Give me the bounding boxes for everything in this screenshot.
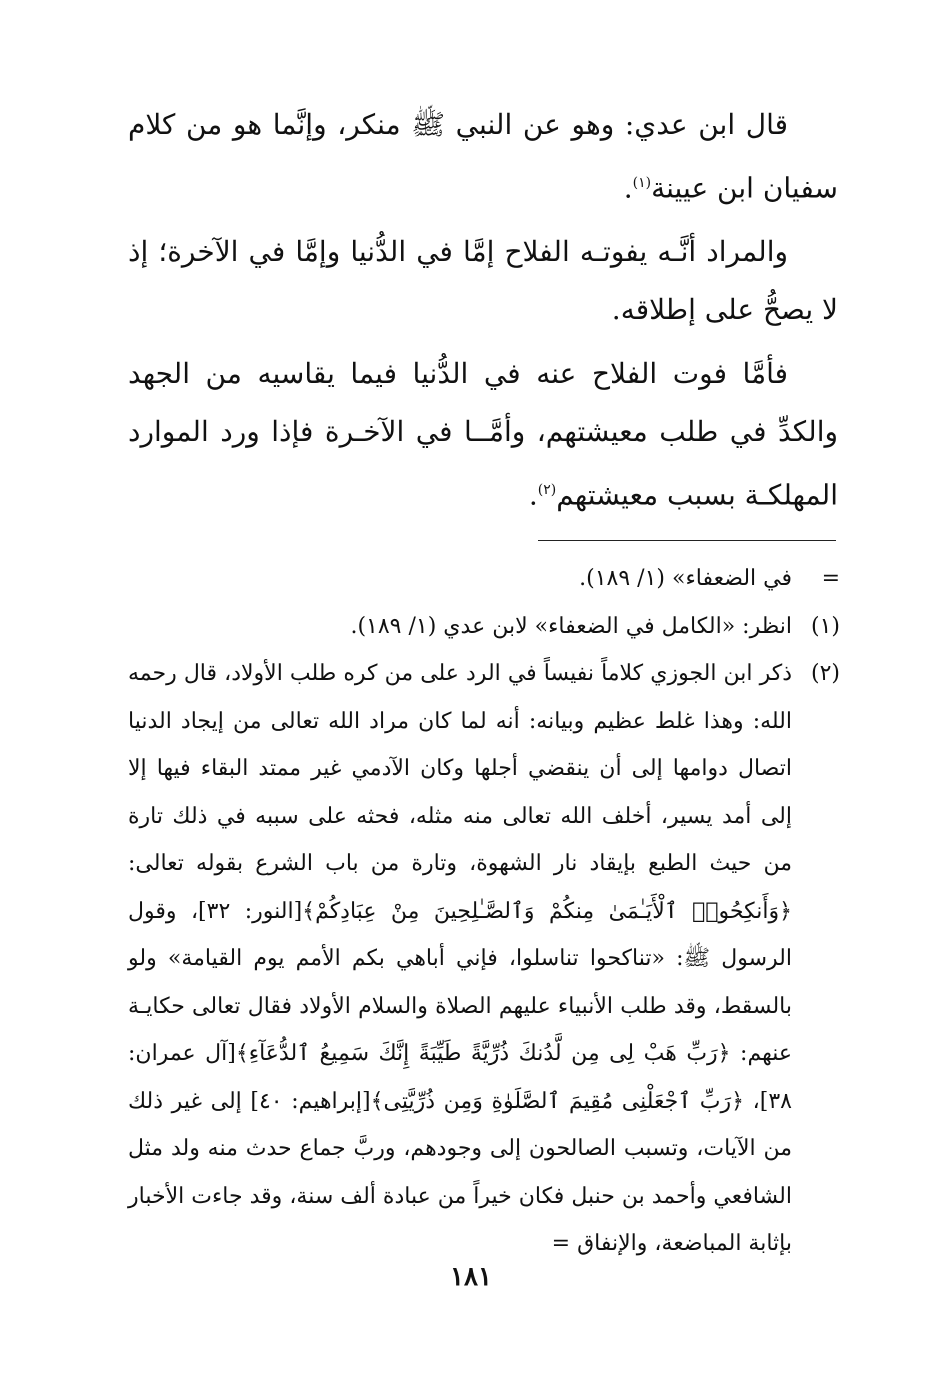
footnote-2: [128, 650, 840, 1268]
footnote-ref-2: (٢): [537, 482, 557, 499]
footnote-text: في الضعفاء» (١/ ١٨٩).: [579, 566, 792, 591]
paragraph-1: قال ابن عدي: وهو عن النبي ﷺ منكر، وإنَّما هو من كلام سفيان ابن عيينة$^{(١)}$.: [128, 108, 838, 205]
footnote-mark: (٢): [810, 661, 840, 686]
paragraph-2: والمراد أنَّـه يفوتـه الفلاح إمَّا في الدُّنيا وإمَّا في الآخرة؛ إذ لا يصحُّ على إطلاقه.: [128, 235, 838, 327]
footnote-mark: =: [821, 566, 840, 591]
main-text: [128, 96, 838, 531]
footnote-separator: [538, 540, 836, 541]
footnote-text: انظر: «الكامل في الضعفاء» لابن عدي (١/ ١٨٩).: [350, 613, 792, 639]
footnote-mark: (١): [810, 613, 840, 639]
footnote-continuation: [128, 555, 840, 603]
footnotes: [128, 555, 840, 1268]
paragraph-3: فأمَّا فوت الفلاح عنه في الدُّنيا فيما يقاسيه من الجهد والكدِّ في طلب معيشتهم، وأمَّــا في الآخـرة فإذا ورد الموارد المهلكـة بسبب معيشتهم$^{(٢)}$.: [128, 357, 838, 512]
footnote-text: ذكر ابن الجوزي كلاماً نفيساً في الرد على من كره طلب الأولاد، قال رحمه الله: وهذا غلط عظيم وبيانه: أنه لما كان مراد الله تعالى من إيجاد الدنيا اتصال دوامها إلى أن ينقضي أجلها وكان الآدمي غير ممتد البقاء فيها إلا إلى أمد يسير، أخلف الله تعالى منه مثله، فحثه على سببه في ذلك تارة من حيث الطبع بإيقاد نار الشهوة، وتارة من باب الشرع بقوله تعالى: ﴿وَأَنكِحُوا۟ ٱلْأَيَـٰمَىٰ مِنكُمْ وَٱلصَّـٰلِحِينَ مِنْ عِبَادِكُمْ﴾[النور: ٣٢]، وقول الرسول ﷺ: «تناكحوا تناسلوا، فإني أباهي بكم الأمم يوم القيامة» ولو بالسقط، وقد طلب الأنبياء عليهم الصلاة والسلام الأولاد فقال تعالى حكايـة عنهم: ﴿رَبِّ هَبْ لِى مِن لَّدُنكَ ذُرِّيَّةً طَيِّبَةً إِنَّكَ سَمِيعُ ٱلدُّعَآءِ﴾[آل عمران: ٣٨]، ﴿رَبِّ ٱجْعَلْنِى مُقِيمَ ٱلصَّلَوٰةِ وَمِن ذُرِّيَّتِى﴾[إبراهيم: ٤٠] إلى غير ذلك من الآيات، وتسبب الصالحون إلى وجودهم، وربَّ جماع حدث منه ولد مثل الشافعي وأحمد بن حنبل فكان خيراً من عبادة ألف سنة، وقد جاءت الأخبار بإثابة المباضعة، والإنفاق =: [128, 661, 793, 1256]
footnote-1: [128, 603, 840, 651]
page-number: ١٨١: [450, 1262, 492, 1292]
footnote-ref-1: (١): [632, 175, 652, 191]
